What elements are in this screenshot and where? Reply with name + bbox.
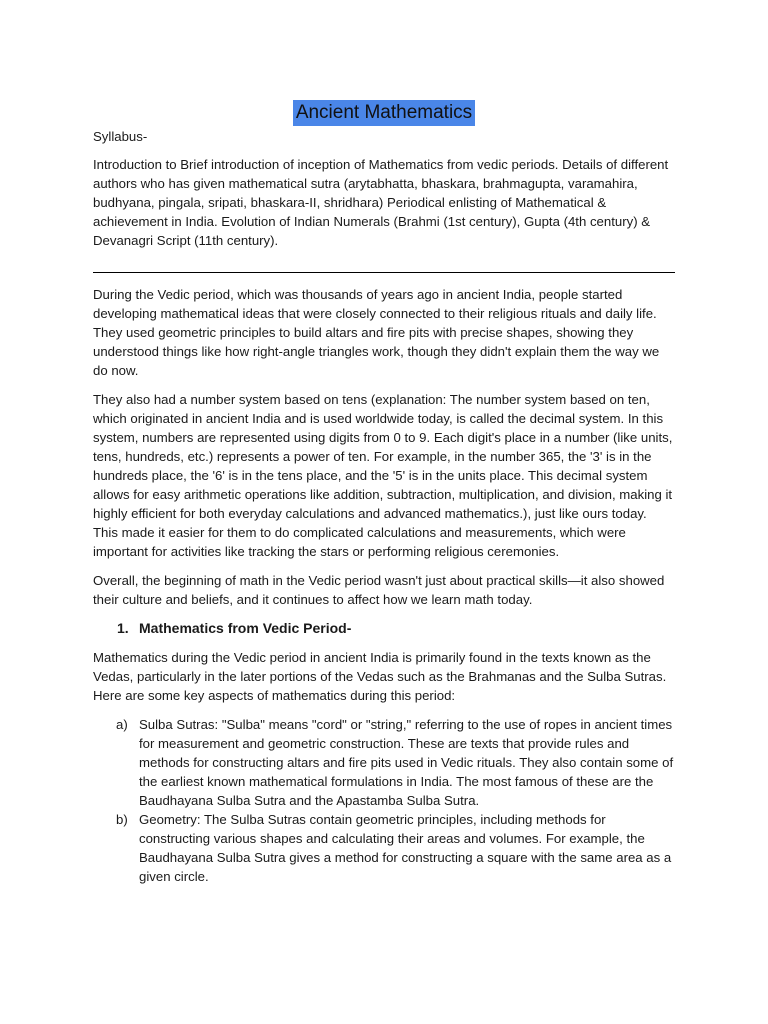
list-item: [93, 810, 675, 886]
title-container: [0, 100, 768, 126]
list-marker: a): [116, 717, 128, 732]
horizontal-rule: [93, 272, 675, 273]
paragraph-number-system: They also had a number system based on tens (explanation: The number system based on ten, which originated in ancient India and is used worldwide today, is called the decimal system. In this system, numbers are represented using digits from 0 to 9. Each digit's place in a number (like units, tens, hundreds, etc.) represents a power of ten. For example, in the number 365, the '3' is in the hundreds place, the '6' is in the tens place, and the '5' is in the units place. This decimal system allows for easy arithmetic operations like addition, subtraction, multiplication, and division, making it highly efficient for both everyday calculations and advanced mathematics.), just like ours today. This made it easier for them to do complicated calculations and measurements, which were important for activities like tracking the stars or performing religious ceremonies.: [93, 392, 673, 559]
list-item-text: Geometry: The Sulba Sutras contain geometric principles, including methods for constructing various shapes and calculating their areas and volumes. For example, the Baudhayana Sulba Sutra gives a method for constructing a square with the same area as a given circle.: [139, 812, 672, 884]
paragraph-vedic-intro: During the Vedic period, which was thousands of years ago in ancient India, people started developing mathematical ideas that were closely connected to their religious rituals and daily life. They used geometric principles to build altars and fire pits with precise shapes, showing they understood things like how right-angle triangles work, though they didn't explain them the way we do now.: [93, 287, 660, 378]
list-item-text: Sulba Sutras: "Sulba" means "cord" or "string," referring to the use of ropes in ancient times for measurement and geometric construction. These are texts that provide rules and methods for constructing altars and fire pits used in Vedic rituals. They also contain some of the earliest known mathematical formulations in India. The most famous of these are the Baudhayana Sulba Sutra and the Apastamba Sulba Sutra.: [139, 717, 674, 808]
document-body: [93, 127, 675, 886]
list-marker: b): [116, 812, 128, 827]
section-intro: Mathematics during the Vedic period in ancient India is primarily found in the texts known as the Vedas, particularly in the later portions of the Vedas such as the Brahmanas and the Sulba Sutras. Here are some key aspects of mathematics during this period:: [93, 650, 667, 703]
section-list: [93, 715, 675, 886]
syllabus-text: Introduction to Brief introduction of inception of Mathematics from vedic periods. Details of different authors who has given mathematical sutra (arytabhatta, bhaskara, brahmagupta, varamahira, budhyana, pingala, sripati, bhaskara-II, shridhara) Periodical enlisting of Mathematical & achievement in India. Evolution of Indian Numerals (Brahmi (1st century), Gupta (4th century) & Devanagri Script (11th century).: [93, 157, 669, 248]
section-number: 1.: [117, 620, 129, 636]
syllabus-label: Syllabus-: [93, 129, 148, 144]
section-heading: [93, 619, 675, 638]
paragraph-overall: Overall, the beginning of math in the Vedic period wasn't just about practical skills—it also showed their culture and beliefs, and it continues to affect how we learn math today.: [93, 573, 665, 607]
document-title: Ancient Mathematics: [293, 100, 475, 126]
list-item: [93, 715, 675, 810]
section-title: Mathematics from Vedic Period-: [139, 620, 352, 636]
